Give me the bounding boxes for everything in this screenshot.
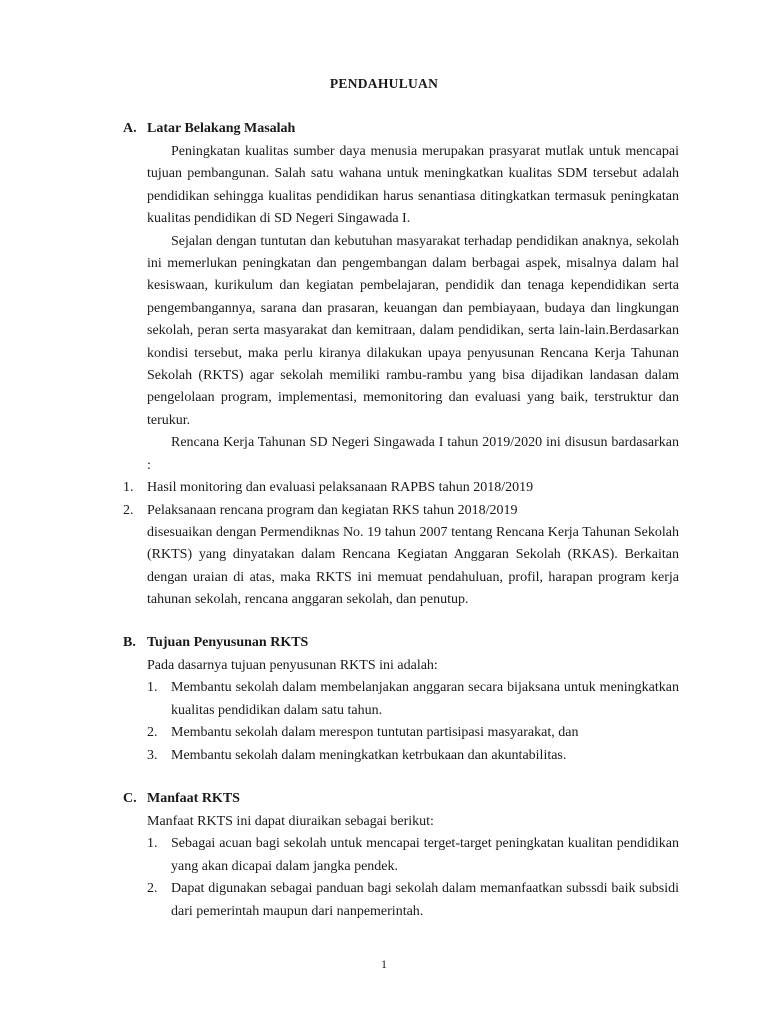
section-a-paragraph-2: Sejalan dengan tuntutan dan kebutuhan masyarakat terhadap pendidikan anaknya, sekolah ini memerlukan peningkatan dan pengembangan dalam berbagai aspek, misalnya dalam hal kesiswaan, kurikulum dan kegiatan pembelajaran, pendidik dan tenaga kependidikan serta pengembangannya, sarana dan prasaran, keuangan dan pembiayaan, budaya dan lingkungan sekolah, peran serta masyarakat dan kemitraan, dalam pendidikan, serta lain-lain.Berdasarkan kondisi tersebut, maka perlu kiranya dilakukan upaya penyusunan Rencana Kerja Tahunan Sekolah (RKTS) agar sekolah memiliki rambu-rambu yang bisa dijadikan landasan dalam pengelolaan program, implementasi, memonitoring dan evaluasi yang baik, terstruktur dan terukur. [147, 233, 679, 428]
section-a-list [123, 477, 679, 522]
section-c-letter: C. [123, 791, 137, 806]
list-item [147, 833, 679, 878]
section-c-title: Manfaat RKTS [147, 791, 240, 806]
section-c-intro: Manfaat RKTS ini dapat diuraikan sebagai berikut: [147, 814, 434, 829]
list-item-text: Membantu sekolah dalam membelanjakan anggaran secara bijaksana untuk meningkatkan kualitas pendidikan dalam satu tahun. [171, 680, 679, 718]
section-a-title: Latar Belakang Masalah [147, 121, 296, 136]
section-c-heading [123, 791, 240, 807]
list-item-number: 2. [147, 725, 158, 741]
list-item [147, 722, 679, 744]
list-item-number: 1. [147, 680, 158, 696]
section-b-body [147, 655, 679, 767]
list-item-number: 3. [147, 747, 158, 763]
section-a-body [123, 141, 679, 612]
section-c-body [147, 811, 679, 923]
list-item-text: Dapat digunakan sebagai panduan bagi sekolah dalam memanfaatkan subssdi baik subsidi dari pemerintah maupun dari nanpemerintah. [171, 881, 679, 919]
list-item-text: Membantu sekolah dalam meningkatkan ketrbukaan dan akuntabilitas. [171, 747, 567, 763]
section-a-paragraph-4: disesuaikan dengan Permendiknas No. 19 tahun 2007 tentang Rencana Kerja Tahunan Sekolah (RKTS) yang dinyatakan dalam Rencana Kegiatan Anggaran Sekolah (RKAS). Berkaitan dengan uraian di atas, maka RKTS ini memuat pendahuluan, profil, harapan program kerja tahunan sekolah, rencana anggaran sekolah, dan penutup. [147, 524, 679, 608]
list-item-number: 2. [123, 502, 134, 518]
list-item-number: 1. [123, 480, 134, 496]
list-item-text: Pelaksanaan rencana program dan kegiatan RKS tahun 2018/2019 [147, 502, 518, 518]
section-c-list [147, 833, 679, 923]
list-item-number: 1. [147, 836, 158, 852]
list-item [123, 500, 679, 522]
list-item-text: Membantu sekolah dalam merespon tuntutan partisipasi masyarakat, dan [171, 725, 579, 741]
section-a-paragraph-3: Rencana Kerja Tahunan SD Negeri Singawada I tahun 2019/2020 ini disusun bardasarkan : [147, 435, 679, 473]
section-a-paragraph-1: Peningkatan kualitas sumber daya menusia merupakan prasyarat mutlak untuk mencapai tujuan pembangunan. Salah satu wahana untuk meningkatkan kualitas SDM tersebut adalah pendidikan sehingga kualitas pendidikan harus senantiasa ditingkatkan termasuk peningkatan kualitas pendidikan di SD Negeri Singawada I. [147, 144, 679, 227]
list-item-text: Sebagai acuan bagi sekolah untuk mencapai terget-target peningkatan kualitan pendidikan yang akan dicapai dalam jangka pendek. [171, 836, 679, 874]
section-b-list [147, 677, 679, 767]
section-a-letter: A. [123, 121, 137, 136]
section-b-title: Tujuan Penyusunan RKTS [147, 635, 309, 650]
list-item [123, 477, 679, 499]
list-item [147, 878, 679, 923]
list-item [147, 745, 679, 767]
page-title: PENDAHULUAN [329, 76, 439, 91]
page-number: 1 [381, 957, 387, 971]
list-item [147, 677, 679, 722]
list-item-text: Hasil monitoring dan evaluasi pelaksanaan RAPBS tahun 2018/2019 [147, 480, 534, 496]
list-item-number: 2. [147, 881, 158, 897]
section-a-heading [123, 121, 295, 137]
section-b-intro: Pada dasarnya tujuan penyusunan RKTS ini adalah: [147, 658, 438, 673]
section-b-letter: B. [123, 635, 136, 650]
section-b-heading [123, 635, 308, 651]
